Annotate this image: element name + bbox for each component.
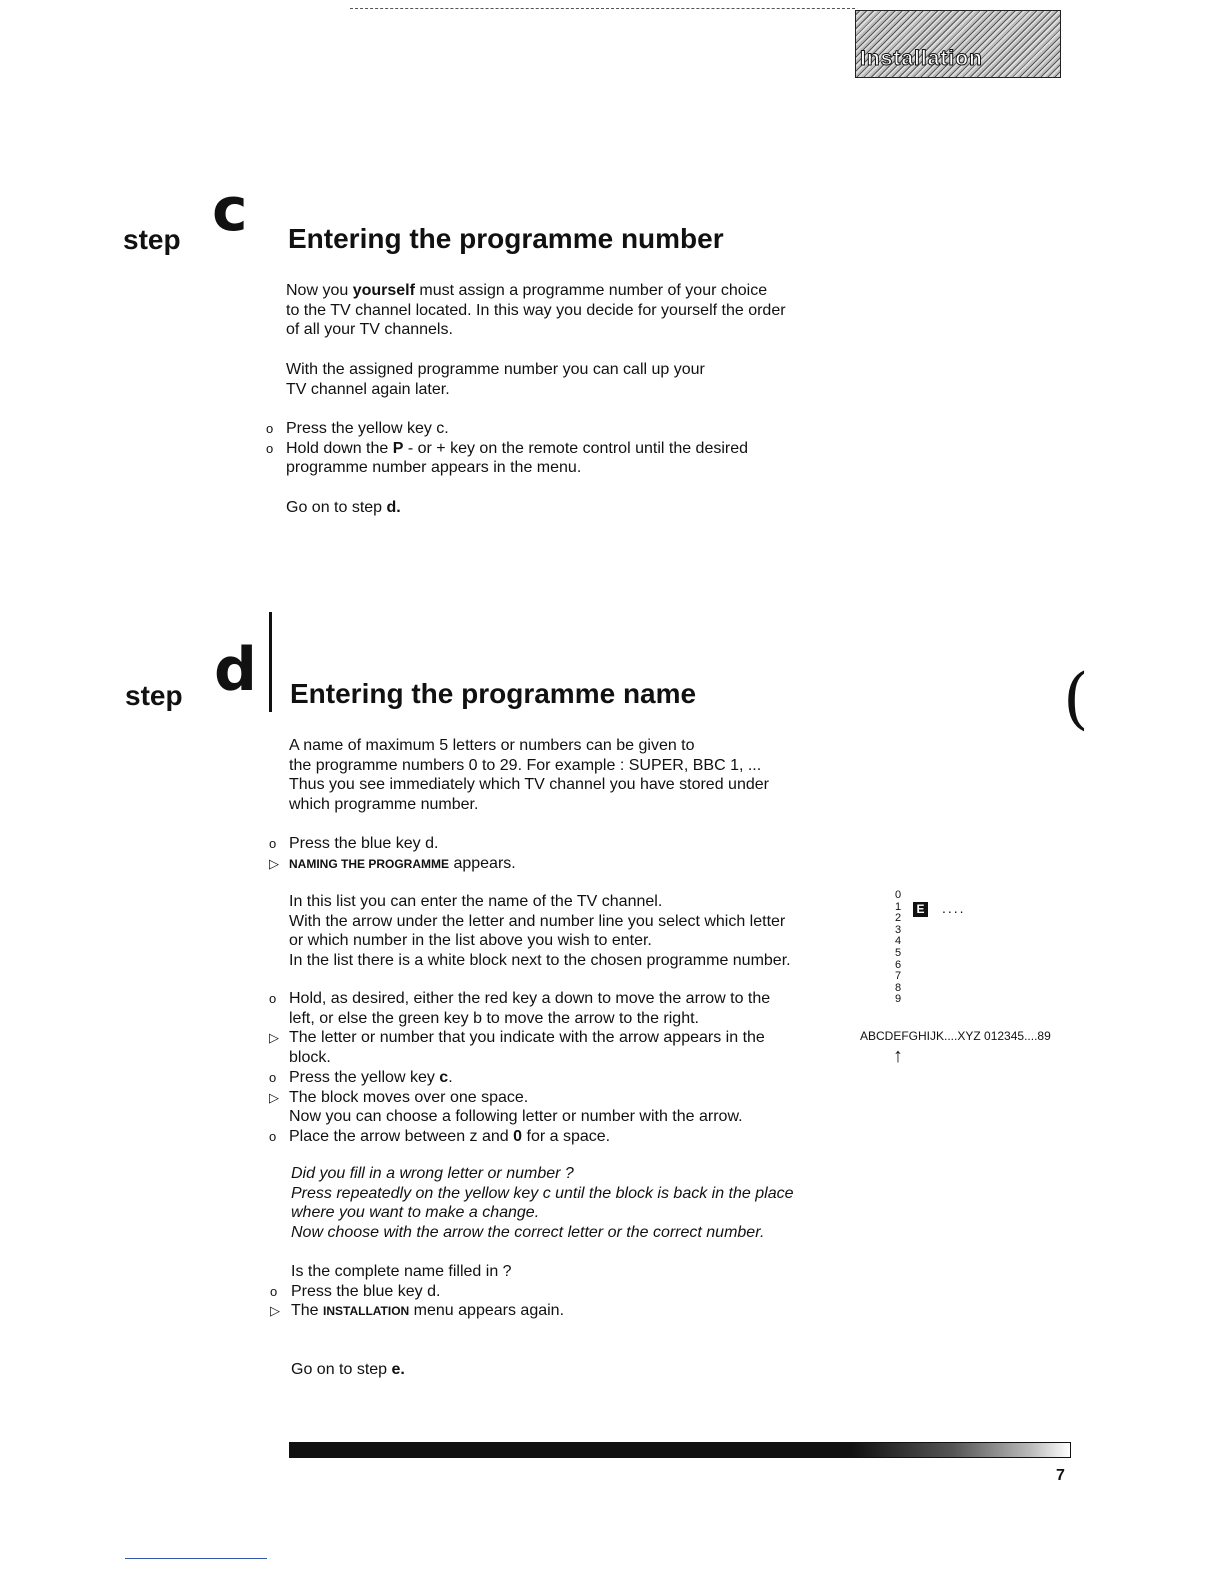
step-d-instruction-line: The letter or number that you indicate with the arrow appears in the bbox=[289, 1029, 765, 1047]
step-c-label: step bbox=[123, 224, 181, 255]
result-arrow-icon: ▷ bbox=[269, 855, 279, 871]
step-d-list-info-line: In the list there is a white block next to the chosen programme number. bbox=[289, 952, 791, 970]
step-d-note-line: Now choose with the arrow the correct letter or the correct number. bbox=[291, 1224, 765, 1242]
step-c-para-line: TV channel again later. bbox=[286, 380, 450, 398]
step-d-intro-line: the programme numbers 0 to 29. For example : SUPER, BBC 1, ... bbox=[289, 756, 762, 774]
bullet-icon: o bbox=[266, 421, 274, 436]
footer-rule bbox=[125, 1558, 267, 1559]
step-d-note-line: where you want to make a change. bbox=[291, 1204, 540, 1222]
step-c-goto: Go on to step d. bbox=[286, 499, 401, 516]
footer-bar bbox=[289, 1442, 1071, 1458]
result-arrow-icon: ▷ bbox=[269, 1089, 279, 1105]
step-c-title: Entering the programme number bbox=[288, 223, 724, 254]
step-c-item-line: Press the yellow key c. bbox=[286, 420, 449, 437]
step-d-note-line: Press repeatedly on the yellow key c until the block is back in the place bbox=[291, 1184, 794, 1202]
step-c-intro-line: Now you yourself must assign a programme number of your choice bbox=[286, 282, 768, 299]
step-d-complete-question: Is the complete name filled in ? bbox=[291, 1263, 512, 1280]
bullet-icon: o bbox=[269, 836, 277, 851]
step-d-list-info-line: With the arrow under the letter and number line you select which letter bbox=[289, 912, 786, 930]
programme-number: 3 bbox=[895, 923, 902, 936]
bullet-icon: o bbox=[266, 440, 274, 456]
step-c-intro-line: of all your TV channels. bbox=[286, 321, 453, 339]
name-placeholder-dots: .... bbox=[942, 900, 966, 916]
step-d-note-line: Did you fill in a wrong letter or number ? bbox=[291, 1165, 574, 1182]
step-d-list-info-line: or which number in the list above you wish to enter. bbox=[289, 932, 652, 950]
step-d-press-blue-again: Press the blue key d. bbox=[291, 1282, 441, 1300]
step-c-letter: c bbox=[212, 175, 248, 245]
step-d-letter: d bbox=[214, 635, 257, 705]
programme-number: 2 bbox=[895, 912, 902, 925]
step-c-item-line: Hold down the P - or + key on the remote control until the desired bbox=[286, 439, 749, 457]
section-tag-label: Installation bbox=[860, 47, 983, 70]
section-tag bbox=[855, 10, 1061, 78]
letters-numbers-line: ABCDEFGHIJK....XYZ 012345....89 bbox=[860, 1029, 1051, 1043]
step-d-bar bbox=[269, 612, 272, 712]
step-d-instruction-line: left, or else the green key b to move the arrow to the right. bbox=[289, 1009, 699, 1027]
step-d-instruction-line: Press the yellow key c. bbox=[289, 1068, 453, 1086]
step-d-instruction-line: block. bbox=[289, 1049, 331, 1067]
step-d-intro-line: which programme number. bbox=[289, 796, 479, 814]
bullet-icon: o bbox=[269, 991, 277, 1006]
header-rule bbox=[350, 8, 855, 9]
page-number: 7 bbox=[1056, 1467, 1065, 1484]
step-d-instruction-line: Place the arrow between z and 0 for a space. bbox=[289, 1127, 611, 1145]
result-arrow-icon: ▷ bbox=[270, 1303, 280, 1319]
step-d-label: step bbox=[125, 680, 183, 711]
bullet-icon: o bbox=[269, 1128, 277, 1144]
step-d-intro-line: A name of maximum 5 letters or numbers can be given to bbox=[289, 737, 695, 754]
name-entry-block: E bbox=[913, 902, 928, 917]
selection-arrow: ↑ bbox=[893, 1045, 903, 1067]
step-c-para-line: With the assigned programme number you can call up your bbox=[286, 361, 705, 378]
programme-number: 7 bbox=[895, 970, 902, 983]
margin-bracket: ( bbox=[1063, 660, 1089, 737]
step-c-item-line: programme number appears in the menu. bbox=[286, 459, 582, 477]
step-d-press-blue: Press the blue key d. bbox=[289, 835, 439, 852]
programme-number: 6 bbox=[895, 958, 902, 971]
step-d-instruction-line: Now you can choose a following letter or number with the arrow. bbox=[289, 1108, 743, 1126]
programme-number-list bbox=[895, 890, 907, 1006]
programme-number: 9 bbox=[895, 993, 902, 1006]
step-d-title: Entering the programme name bbox=[290, 678, 697, 709]
step-d-naming-appears: NAMING THE PROGRAMME appears. bbox=[289, 854, 516, 872]
step-d-menu-appears: The INSTALLATION menu appears again. bbox=[291, 1302, 565, 1320]
result-arrow-icon: ▷ bbox=[269, 1030, 279, 1046]
step-d-list-info-line: In this list you can enter the name of the TV channel. bbox=[289, 893, 663, 910]
step-c-intro-line: to the TV channel located. In this way you decide for yourself the order bbox=[286, 301, 786, 319]
programme-number: 1 bbox=[895, 900, 902, 913]
step-d-goto: Go on to step e. bbox=[291, 1361, 405, 1378]
step-d-instruction-line: The block moves over one space. bbox=[289, 1088, 529, 1106]
bullet-icon: o bbox=[270, 1283, 278, 1299]
bullet-icon: o bbox=[269, 1069, 277, 1085]
programme-number: 5 bbox=[895, 946, 902, 959]
step-d-instruction-line: Hold, as desired, either the red key a down to move the arrow to the bbox=[289, 990, 771, 1007]
programme-number: 4 bbox=[895, 935, 902, 948]
programme-number: 8 bbox=[895, 981, 902, 994]
step-d-intro-line: Thus you see immediately which TV channel you have stored under bbox=[289, 776, 769, 794]
programme-number: 0 bbox=[895, 889, 902, 901]
